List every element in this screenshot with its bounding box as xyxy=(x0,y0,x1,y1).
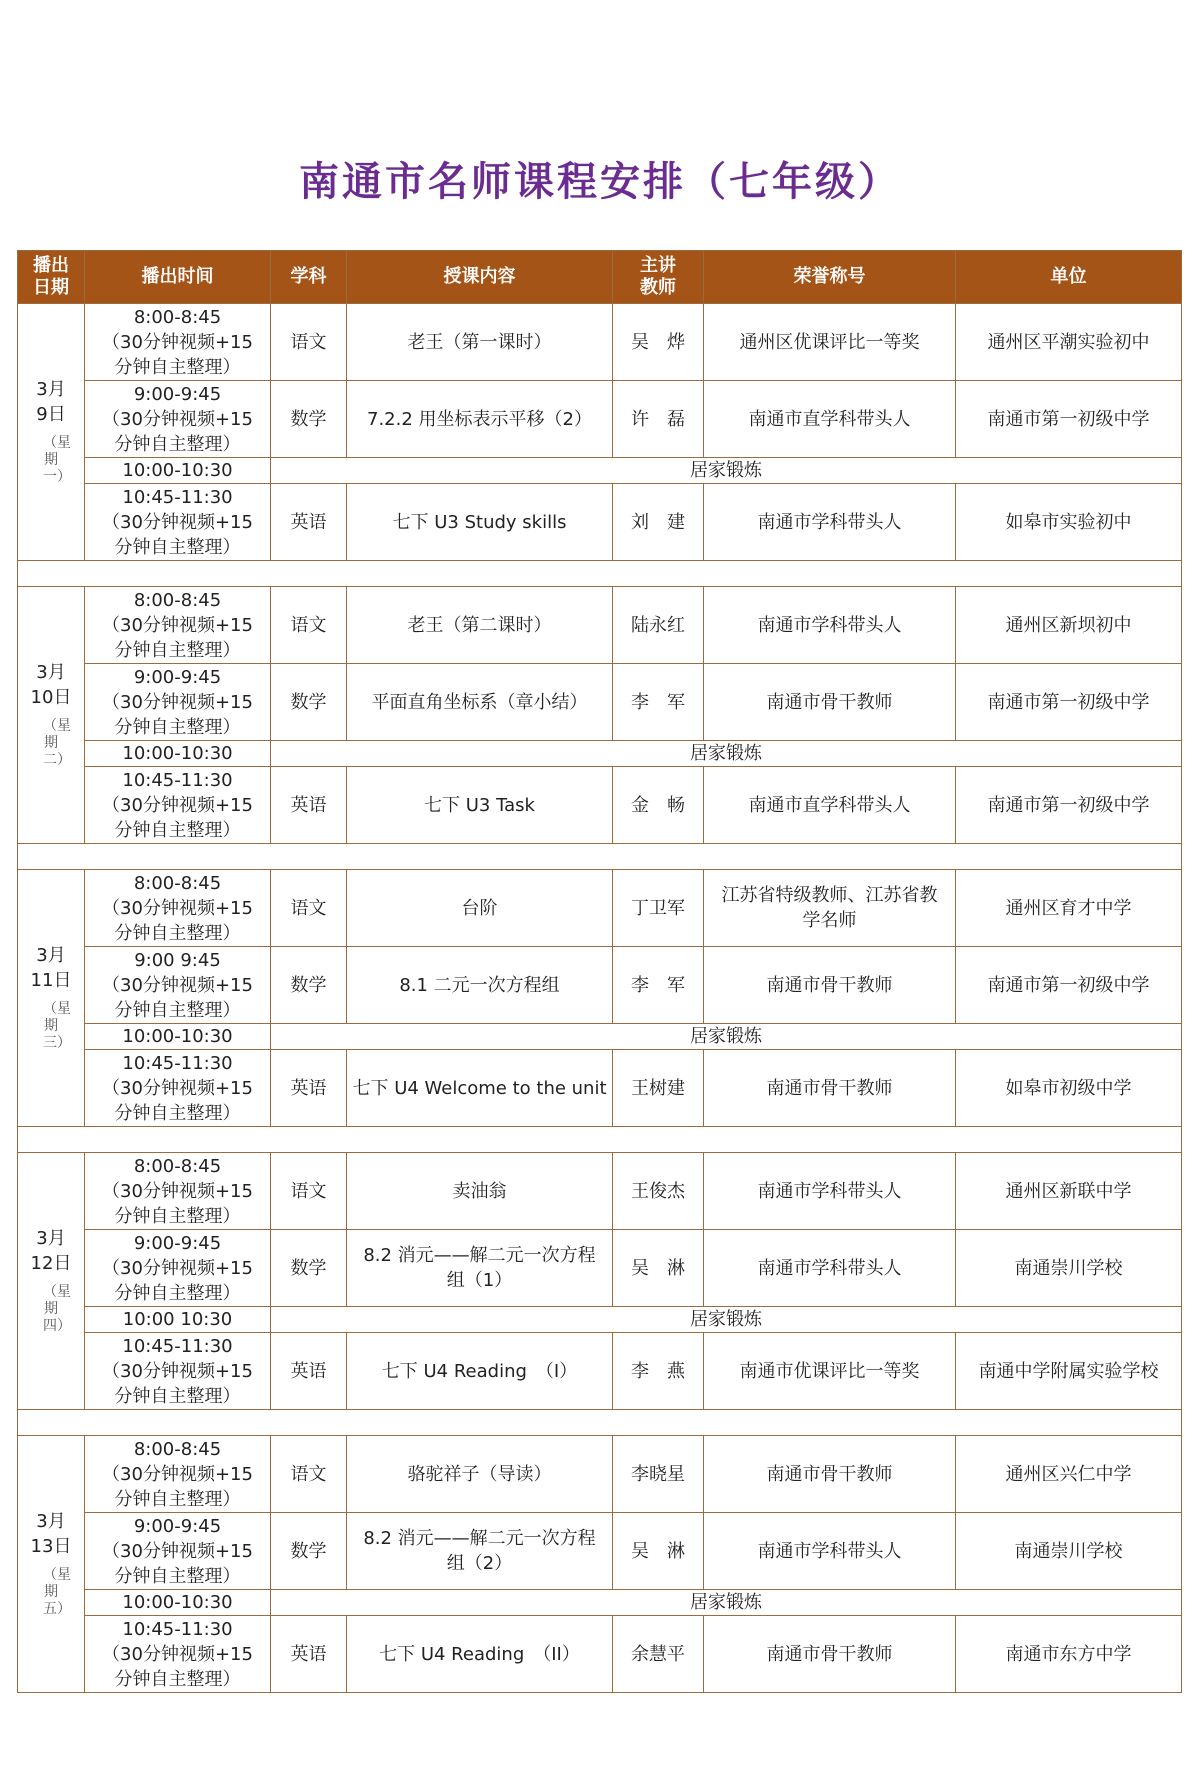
day-separator xyxy=(18,1127,1182,1153)
content-cell: 卖油翁 xyxy=(347,1153,613,1230)
break-time-cell: 10:00-10:30 xyxy=(85,1590,271,1616)
date-cell xyxy=(18,870,85,1127)
table-row xyxy=(18,1436,1182,1513)
break-label-cell: 居家锻炼 xyxy=(271,1024,1182,1050)
break-row xyxy=(18,1590,1182,1616)
honor-cell: 南通市直学科带头人 xyxy=(704,381,956,458)
honor-cell: 南通市骨干教师 xyxy=(704,947,956,1024)
teacher-cell: 吴 淋 xyxy=(613,1230,704,1307)
separator-cell xyxy=(18,1127,1182,1153)
day-separator xyxy=(18,1410,1182,1436)
weekday-label: （星期五） xyxy=(43,1566,71,1617)
break-time-cell: 10:00-10:30 xyxy=(85,1024,271,1050)
time-cell: 10:45-11:30 （30分钟视频+15 分钟自主整理） xyxy=(85,767,271,844)
content-cell: 七下 U4 Reading （I） xyxy=(347,1333,613,1410)
teacher-cell: 李 燕 xyxy=(613,1333,704,1410)
broadcast-date: 3月 12日 xyxy=(30,1227,72,1274)
time-cell: 9:00-9:45 （30分钟视频+15 分钟自主整理） xyxy=(85,664,271,741)
subject-cell: 英语 xyxy=(271,1050,347,1127)
honor-cell: 南通市学科带头人 xyxy=(704,1153,956,1230)
table-row xyxy=(18,304,1182,381)
subject-cell: 数学 xyxy=(271,1513,347,1590)
content-cell: 七下 U4 Reading （II） xyxy=(347,1616,613,1693)
separator-cell xyxy=(18,844,1182,870)
unit-cell: 南通中学附属实验学校 xyxy=(956,1333,1182,1410)
time-cell: 10:45-11:30 （30分钟视频+15 分钟自主整理） xyxy=(85,1333,271,1410)
weekday-label: （星期二） xyxy=(43,717,71,768)
schedule-table xyxy=(17,250,1182,1693)
teacher-cell: 余慧平 xyxy=(613,1616,704,1693)
teacher-cell: 王树建 xyxy=(613,1050,704,1127)
time-cell: 8:00-8:45 （30分钟视频+15 分钟自主整理） xyxy=(85,870,271,947)
time-cell: 9:00 9:45 （30分钟视频+15 分钟自主整理） xyxy=(85,947,271,1024)
break-label-cell: 居家锻炼 xyxy=(271,741,1182,767)
teacher-cell: 李晓星 xyxy=(613,1436,704,1513)
header-row xyxy=(18,251,1182,304)
page-title: 南通市名师课程安排（七年级） xyxy=(299,158,901,205)
table-row xyxy=(18,870,1182,947)
honor-cell: 通州区优课评比一等奖 xyxy=(704,304,956,381)
header-honor: 荣誉称号 xyxy=(704,251,956,304)
day-separator xyxy=(18,561,1182,587)
header-time: 播出时间 xyxy=(85,251,271,304)
unit-cell: 南通崇川学校 xyxy=(956,1513,1182,1590)
unit-cell: 南通市第一初级中学 xyxy=(956,381,1182,458)
break-label-cell: 居家锻炼 xyxy=(271,1590,1182,1616)
subject-cell: 数学 xyxy=(271,664,347,741)
break-time-cell: 10:00-10:30 xyxy=(85,458,271,484)
teacher-cell: 刘 建 xyxy=(613,484,704,561)
subject-cell: 英语 xyxy=(271,1616,347,1693)
weekday-label: （星期四） xyxy=(43,1283,71,1334)
unit-cell: 通州区平潮实验初中 xyxy=(956,304,1182,381)
teacher-cell: 李 军 xyxy=(613,947,704,1024)
subject-cell: 语文 xyxy=(271,1436,347,1513)
time-cell: 10:45-11:30 （30分钟视频+15 分钟自主整理） xyxy=(85,1616,271,1693)
content-cell: 8.2 消元——解二元一次方程 组（2） xyxy=(347,1513,613,1590)
subject-cell: 语文 xyxy=(271,304,347,381)
content-cell: 8.1 二元一次方程组 xyxy=(347,947,613,1024)
header-subject: 学科 xyxy=(271,251,347,304)
unit-cell: 通州区育才中学 xyxy=(956,870,1182,947)
date-cell xyxy=(18,587,85,844)
time-cell: 10:45-11:30 （30分钟视频+15 分钟自主整理） xyxy=(85,1050,271,1127)
table-row xyxy=(18,767,1182,844)
time-cell: 8:00-8:45 （30分钟视频+15 分钟自主整理） xyxy=(85,587,271,664)
subject-cell: 数学 xyxy=(271,947,347,1024)
content-cell: 老王（第一课时） xyxy=(347,304,613,381)
subject-cell: 语文 xyxy=(271,870,347,947)
table-row xyxy=(18,1153,1182,1230)
subject-cell: 英语 xyxy=(271,1333,347,1410)
honor-cell: 南通市优课评比一等奖 xyxy=(704,1333,956,1410)
weekday-label: （星期一） xyxy=(43,434,71,485)
broadcast-date: 3月 13日 xyxy=(30,1510,72,1557)
weekday-label: （星期三） xyxy=(43,1000,71,1051)
table-row xyxy=(18,1050,1182,1127)
break-row xyxy=(18,458,1182,484)
subject-cell: 英语 xyxy=(271,767,347,844)
table-row xyxy=(18,1513,1182,1590)
teacher-cell: 吴 烨 xyxy=(613,304,704,381)
content-cell: 8.2 消元——解二元一次方程 组（1） xyxy=(347,1230,613,1307)
table-row xyxy=(18,587,1182,664)
header-date: 播出 日期 xyxy=(18,251,85,304)
date-cell xyxy=(18,304,85,561)
break-label-cell: 居家锻炼 xyxy=(271,458,1182,484)
break-label-cell: 居家锻炼 xyxy=(271,1307,1182,1333)
schedule-body xyxy=(18,304,1182,1693)
header-unit: 单位 xyxy=(956,251,1182,304)
unit-cell: 南通市第一初级中学 xyxy=(956,767,1182,844)
day-separator xyxy=(18,844,1182,870)
teacher-cell: 李 军 xyxy=(613,664,704,741)
table-row xyxy=(18,381,1182,458)
header-teacher: 主讲 教师 xyxy=(613,251,704,304)
unit-cell: 如皋市实验初中 xyxy=(956,484,1182,561)
time-cell: 8:00-8:45 （30分钟视频+15 分钟自主整理） xyxy=(85,1436,271,1513)
honor-cell: 南通市学科带头人 xyxy=(704,1513,956,1590)
teacher-cell: 吴 淋 xyxy=(613,1513,704,1590)
unit-cell: 如皋市初级中学 xyxy=(956,1050,1182,1127)
subject-cell: 英语 xyxy=(271,484,347,561)
content-cell: 骆驼祥子（导读） xyxy=(347,1436,613,1513)
honor-cell: 南通市骨干教师 xyxy=(704,664,956,741)
break-row xyxy=(18,1024,1182,1050)
time-cell: 8:00-8:45 （30分钟视频+15 分钟自主整理） xyxy=(85,1153,271,1230)
honor-cell: 南通市学科带头人 xyxy=(704,587,956,664)
unit-cell: 南通市东方中学 xyxy=(956,1616,1182,1693)
unit-cell: 南通市第一初级中学 xyxy=(956,947,1182,1024)
content-cell: 老王（第二课时） xyxy=(347,587,613,664)
content-cell: 平面直角坐标系（章小结） xyxy=(347,664,613,741)
header-content: 授课内容 xyxy=(347,251,613,304)
teacher-cell: 陆永红 xyxy=(613,587,704,664)
time-cell: 8:00-8:45 （30分钟视频+15 分钟自主整理） xyxy=(85,304,271,381)
teacher-cell: 丁卫军 xyxy=(613,870,704,947)
date-cell xyxy=(18,1436,85,1693)
unit-cell: 通州区兴仁中学 xyxy=(956,1436,1182,1513)
honor-cell: 江苏省特级教师、江苏省教 学名师 xyxy=(704,870,956,947)
table-row xyxy=(18,1230,1182,1307)
break-row xyxy=(18,1307,1182,1333)
table-row xyxy=(18,947,1182,1024)
broadcast-date: 3月 9日 xyxy=(36,378,66,425)
unit-cell: 通州区新联中学 xyxy=(956,1153,1182,1230)
unit-cell: 通州区新坝初中 xyxy=(956,587,1182,664)
time-cell: 10:45-11:30 （30分钟视频+15 分钟自主整理） xyxy=(85,484,271,561)
subject-cell: 数学 xyxy=(271,1230,347,1307)
honor-cell: 南通市直学科带头人 xyxy=(704,767,956,844)
honor-cell: 南通市学科带头人 xyxy=(704,484,956,561)
honor-cell: 南通市骨干教师 xyxy=(704,1616,956,1693)
table-row xyxy=(18,1616,1182,1693)
time-cell: 9:00-9:45 （30分钟视频+15 分钟自主整理） xyxy=(85,1230,271,1307)
teacher-cell: 王俊杰 xyxy=(613,1153,704,1230)
teacher-cell: 许 磊 xyxy=(613,381,704,458)
break-time-cell: 10:00-10:30 xyxy=(85,741,271,767)
subject-cell: 语文 xyxy=(271,587,347,664)
broadcast-date: 3月 11日 xyxy=(30,944,72,991)
teacher-cell: 金 畅 xyxy=(613,767,704,844)
unit-cell: 南通市第一初级中学 xyxy=(956,664,1182,741)
honor-cell: 南通市骨干教师 xyxy=(704,1436,956,1513)
content-cell: 7.2.2 用坐标表示平移（2） xyxy=(347,381,613,458)
separator-cell xyxy=(18,561,1182,587)
honor-cell: 南通市骨干教师 xyxy=(704,1050,956,1127)
table-row xyxy=(18,1333,1182,1410)
subject-cell: 语文 xyxy=(271,1153,347,1230)
time-cell: 9:00-9:45 （30分钟视频+15 分钟自主整理） xyxy=(85,381,271,458)
time-cell: 9:00-9:45 （30分钟视频+15 分钟自主整理） xyxy=(85,1513,271,1590)
content-cell: 七下 U4 Welcome to the unit xyxy=(347,1050,613,1127)
unit-cell: 南通崇川学校 xyxy=(956,1230,1182,1307)
separator-cell xyxy=(18,1410,1182,1436)
break-time-cell: 10:00 10:30 xyxy=(85,1307,271,1333)
subject-cell: 数学 xyxy=(271,381,347,458)
content-cell: 七下 U3 Task xyxy=(347,767,613,844)
date-cell xyxy=(18,1153,85,1410)
break-row xyxy=(18,741,1182,767)
broadcast-date: 3月 10日 xyxy=(30,661,72,708)
honor-cell: 南通市学科带头人 xyxy=(704,1230,956,1307)
table-row xyxy=(18,484,1182,561)
table-row xyxy=(18,664,1182,741)
content-cell: 七下 U3 Study skills xyxy=(347,484,613,561)
content-cell: 台阶 xyxy=(347,870,613,947)
